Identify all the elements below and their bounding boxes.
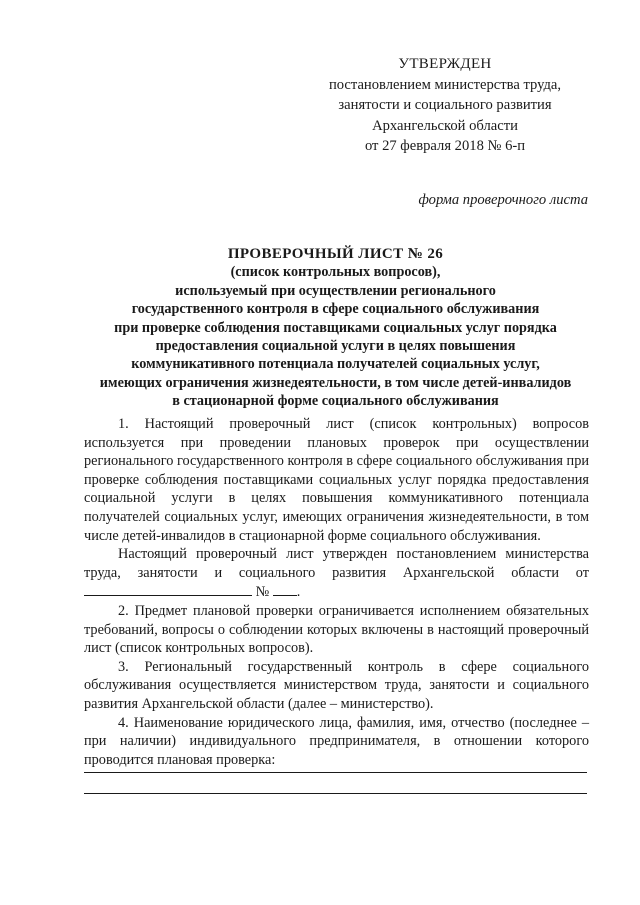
title-line: коммуникативного потенциала получателей социальных услуг, <box>131 356 540 373</box>
approval-heading: УТВЕРЖДЕН <box>398 56 492 72</box>
title-line: в стационарной форме социального обслуживания <box>172 393 499 410</box>
paragraph-2: 2. Предмет плановой проверки ограничивается исполнением обязательных требований, вопросы о соблюдении которых включены в настоящий проверочный лист (список контрольных вопросов). <box>84 602 589 657</box>
title-line: при проверке соблюдения поставщиками социальных услуг порядка <box>114 319 557 336</box>
fill-in-line[interactable] <box>84 793 587 794</box>
paragraph-end: . <box>296 584 301 601</box>
document-body <box>84 415 589 769</box>
title-line: (список контрольных вопросов), <box>230 264 441 281</box>
approval-stamp-block <box>300 54 590 157</box>
document-title <box>78 245 593 411</box>
approval-line: занятости и социального развития <box>338 97 552 113</box>
approval-line: Архангельской области <box>372 117 518 134</box>
number-blank-line[interactable] <box>273 582 297 596</box>
paragraph-1: 1. Настоящий проверочный лист (список контрольных) вопросов используется при проведении плановых проверок при осуществлении регионального государственного контроля в сфере социального обслуживания при проверке соблюдения поставщиками социальных услуг порядка предоставления социальной услуги в целях повышения коммуникативного потенциала получателей социальных услуг, имеющих ограничения жизнедеятельности, в том числе детей-инвалидов в стационарной форме социального обслуживания. <box>84 416 589 544</box>
date-blank-line[interactable] <box>84 582 252 596</box>
fill-in-line[interactable] <box>84 772 587 773</box>
approval-line: от 27 февраля 2018 № 6-п <box>364 138 526 154</box>
title-line: предоставления социальной услуги в целях повышения <box>155 338 516 355</box>
title-line: имеющих ограничения жизнедеятельности, в том числе детей-инвалидов <box>99 374 572 391</box>
paragraph-4: 4. Наименование юридического лица, фамилия, имя, отчество (последнее – при наличии) индивидуального предпринимателя, в отношении которого проводится плановая проверка: <box>84 714 589 768</box>
form-label: форма проверочного листа <box>418 192 588 208</box>
title-main: ПРОВЕРОЧНЫЙ ЛИСТ № 26 <box>227 246 444 262</box>
paragraph-1-approval-text: Настоящий проверочный лист утвержден постановлением министерства труда, занятости и социального развития Архангельской области от <box>84 546 589 581</box>
title-line: государственного контроля в сфере социального обслуживания <box>131 301 540 318</box>
paragraph-1-approval <box>84 545 589 602</box>
approval-line: постановлением министерства труда, <box>328 76 562 93</box>
number-sign: № <box>252 584 273 601</box>
title-line: используемый при осуществлении регионального <box>175 282 496 299</box>
paragraph-3: 3. Региональный государственный контроль в сфере социального обслуживания осуществляется министерством труда, занятости и социального развития Архангельской области (далее – министерство). <box>84 658 589 712</box>
